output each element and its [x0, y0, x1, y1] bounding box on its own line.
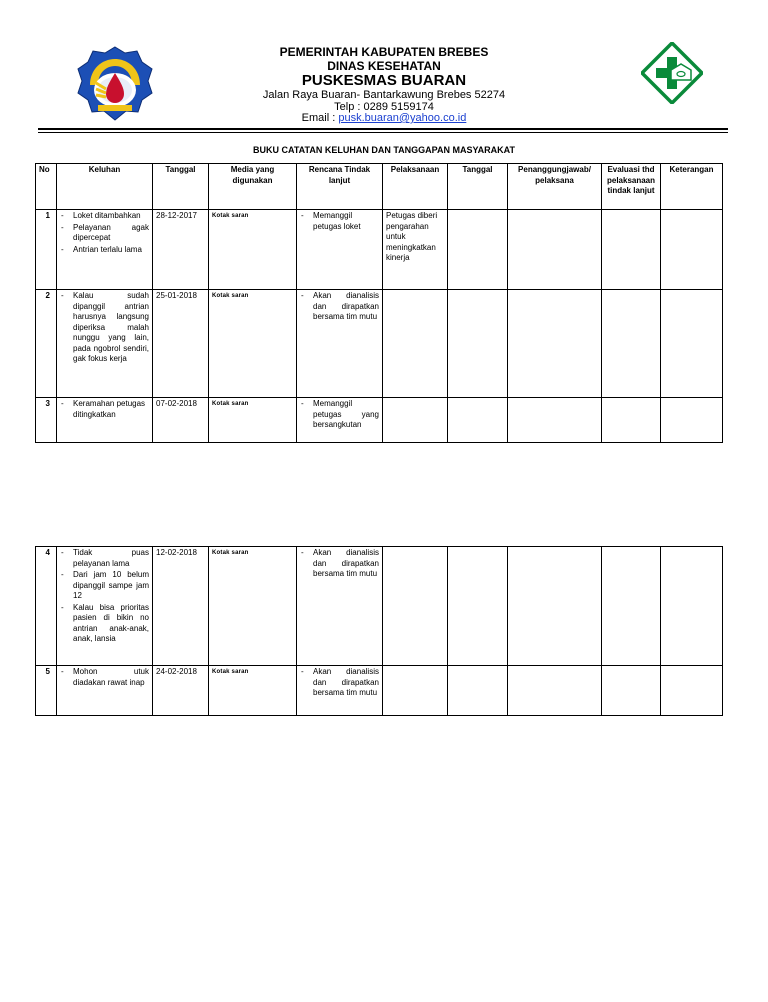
complaint-item: - Dari jam 10 belum dipanggil sampe jam 12: [60, 570, 149, 602]
table-row: [36, 666, 723, 716]
complaint-item: - Antrian terlalu lama: [60, 245, 149, 256]
table-row: [36, 398, 723, 443]
row-number: 3: [36, 398, 57, 443]
plan-item: - Akan dianalisis dan dirapatkan bersama tim mutu: [300, 667, 379, 699]
plan-item: - Memanggil petugas yang bersangkutan: [300, 399, 379, 431]
media-cell: Kotak saran: [209, 210, 297, 290]
column-header: Pelaksanaan: [383, 164, 448, 210]
column-header: Penanggungjawab/ pelaksana: [508, 164, 602, 210]
brebes-regency-emblem-icon: [76, 45, 154, 123]
followup-plan-cell: [297, 547, 383, 666]
complaint-cell: [57, 290, 153, 398]
empty-cell: [602, 210, 661, 290]
empty-cell: [602, 547, 661, 666]
complaint-cell: [57, 398, 153, 443]
complaint-item: - Kalau bisa prioritas pasien di bikin no antrian anak-anak, anak, lansia: [60, 603, 149, 645]
followup-plan-cell: [297, 666, 383, 716]
address-line: Jalan Raya Buaran- Bantarkawung Brebes 52274: [262, 89, 506, 101]
implementation-cell: [383, 290, 448, 398]
empty-cell: [508, 398, 602, 443]
empty-cell: [602, 666, 661, 716]
empty-cell: [508, 290, 602, 398]
empty-cell: [602, 398, 661, 443]
empty-cell: [448, 666, 508, 716]
complaint-item: - Pelayanan agak dipercepat: [60, 223, 149, 244]
puskesmas-name: PUSKESMAS BUARAN: [301, 72, 467, 89]
column-header: Evaluasi thd pelaksanaan tindak lanjut: [602, 164, 661, 210]
plan-item: - Memanggil petugas loket: [300, 211, 379, 232]
column-header: Tanggal: [448, 164, 508, 210]
complaint-item: - Loket ditambahkan: [60, 211, 149, 222]
implementation-cell: [383, 547, 448, 666]
column-header: Rencana Tindak lanjut: [297, 164, 383, 210]
date-cell: 25-01-2018: [153, 290, 209, 398]
table-row: [36, 210, 723, 290]
complaint-cell: [57, 210, 153, 290]
complaint-item: - Keramahan petugas ditingkatkan: [60, 399, 149, 420]
column-header: Media yang digunakan: [209, 164, 297, 210]
complaint-item: - Mohon utuk diadakan rawat inap: [60, 667, 149, 688]
empty-cell: [602, 290, 661, 398]
empty-cell: [661, 547, 723, 666]
date-cell: 07-02-2018: [153, 398, 209, 443]
header-divider-thick: [38, 128, 728, 130]
date-cell: 12-02-2018: [153, 547, 209, 666]
media-cell: Kotak saran: [209, 666, 297, 716]
department-line: DINAS KESEHATAN: [327, 59, 441, 73]
followup-plan-cell: [297, 290, 383, 398]
row-number: 5: [36, 666, 57, 716]
row-number: 2: [36, 290, 57, 398]
email-line: [240, 112, 528, 124]
implementation-cell: [383, 666, 448, 716]
table-row: [36, 547, 723, 666]
government-line: PEMERINTAH KABUPATEN BREBES: [279, 45, 489, 59]
column-header: Keterangan: [661, 164, 723, 210]
date-cell: 24-02-2018: [153, 666, 209, 716]
media-cell: Kotak saran: [209, 398, 297, 443]
complaint-cell: [57, 666, 153, 716]
column-header: No: [36, 164, 57, 210]
complaint-table: [35, 163, 723, 443]
empty-cell: [661, 398, 723, 443]
empty-cell: [448, 398, 508, 443]
empty-cell: [508, 666, 602, 716]
column-header: Keluhan: [57, 164, 153, 210]
column-header: Tanggal: [153, 164, 209, 210]
empty-cell: [448, 290, 508, 398]
complaint-cell: [57, 547, 153, 666]
empty-cell: [661, 210, 723, 290]
document-title: BUKU CATATAN KELUHAN DAN TANGGAPAN MASYARAKAT: [253, 145, 515, 155]
implementation-cell: Petugas diberi pengarahan untuk meningkatkan kinerja: [383, 210, 448, 290]
empty-cell: [448, 210, 508, 290]
followup-plan-cell: [297, 398, 383, 443]
date-cell: 28-12-2017: [153, 210, 209, 290]
complaint-item: - Tidak puas pelayanan lama: [60, 548, 149, 569]
email-link[interactable]: pusk.buaran@yahoo.co.id: [338, 112, 467, 124]
empty-cell: [448, 547, 508, 666]
plan-item: - Akan dianalisis dan dirapatkan bersama tim mutu: [300, 291, 379, 323]
table-row: [36, 290, 723, 398]
row-number: 4: [36, 547, 57, 666]
table-header-row: [36, 164, 723, 210]
empty-cell: [661, 290, 723, 398]
empty-cell: [508, 547, 602, 666]
plan-item: - Akan dianalisis dan dirapatkan bersama tim mutu: [300, 548, 379, 580]
media-cell: Kotak saran: [209, 290, 297, 398]
puskesmas-cross-logo-icon: [641, 42, 703, 104]
media-cell: Kotak saran: [209, 547, 297, 666]
empty-cell: [661, 666, 723, 716]
followup-plan-cell: [297, 210, 383, 290]
complaint-table-continued: [35, 546, 723, 716]
implementation-cell: [383, 398, 448, 443]
row-number: 1: [36, 210, 57, 290]
empty-cell: [508, 210, 602, 290]
complaint-item: - Kalau sudah dipanggil antrian harusnya langsung diperiksa malah nunggu yang lain, pada ngobrol sendiri, gak fokus kerja: [60, 291, 149, 365]
letterhead: [0, 0, 768, 130]
email-label: Email :: [301, 112, 339, 124]
header-divider-thin: [38, 132, 728, 133]
phone-line: Telp : 0289 5159174: [334, 101, 434, 113]
